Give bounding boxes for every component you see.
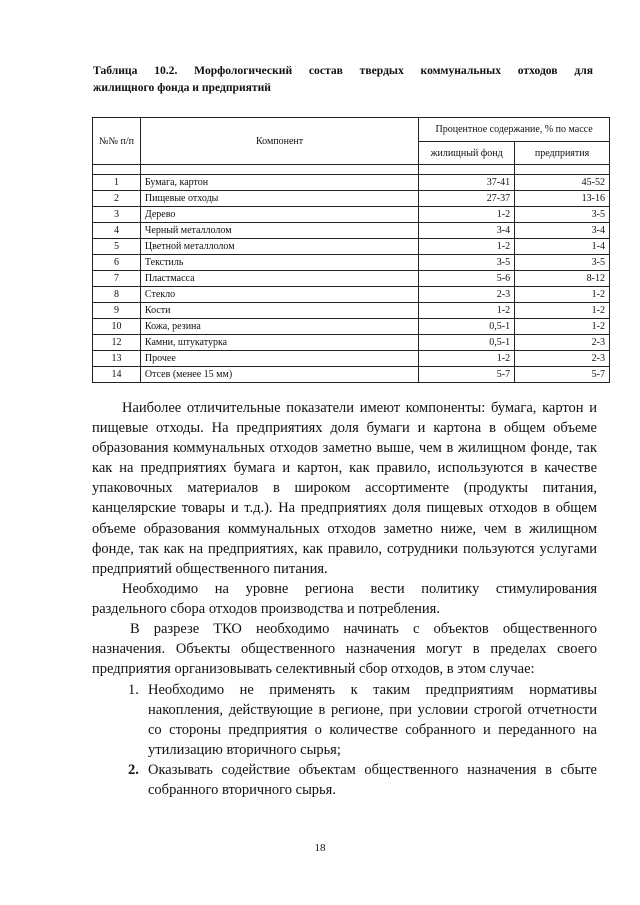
row-housing: 2-3 <box>419 287 515 303</box>
table-row <box>93 303 610 319</box>
row-component: Отсев (менее 15 мм) <box>140 367 418 383</box>
row-component: Кожа, резина <box>140 319 418 335</box>
row-enterprises: 2-3 <box>515 351 610 367</box>
row-component: Бумага, картон <box>140 175 418 191</box>
list-item <box>92 760 597 800</box>
list-item-text: Оказывать содействие объектам общественного назначения в сбыте собранного вторичного сырья. <box>148 762 597 799</box>
row-component: Стекло <box>140 287 418 303</box>
page-number: 18 <box>314 842 326 854</box>
row-enterprises: 5-7 <box>515 367 610 383</box>
row-housing: 1-2 <box>419 239 515 255</box>
table-row <box>93 271 610 287</box>
table-row <box>93 255 610 271</box>
row-housing: 3-5 <box>419 255 515 271</box>
row-number: 7 <box>93 271 141 287</box>
row-housing: 3-4 <box>419 223 515 239</box>
paragraph-1: Наиболее отличительные показатели имеют компоненты: бумага, картон и пищевые отходы. На предприятиях доля бумаги и картона в общем объеме образования коммунальных отходов заметно выше, чем в жилищном фонде, так как на предприятиях бумага и картон, как правило, используются в качестве упаковочных материалов в широком ассортименте (продукты питания, канцелярские товары и т.д.). На предприятиях доля пищевых отходов в общем объеме образования коммунальных отходов заметно ниже, чем в жилищном фонде, так как на предприятиях, как правило, сотрудники пользуются услугами предприятий общественного питания. <box>92 400 597 577</box>
row-component: Пищевые отходы <box>140 191 418 207</box>
row-housing: 5-6 <box>419 271 515 287</box>
row-number: 8 <box>93 287 141 303</box>
row-housing: 0,5-1 <box>419 335 515 351</box>
row-housing: 1-2 <box>419 351 515 367</box>
table-row <box>93 351 610 367</box>
header-percentage: Процентное содержание, % по массе <box>419 118 610 142</box>
row-component: Текстиль <box>140 255 418 271</box>
body-text <box>92 398 597 679</box>
spacer-row <box>93 165 610 175</box>
row-housing: 0,5-1 <box>419 319 515 335</box>
row-enterprises: 3-5 <box>515 207 610 223</box>
header-housing: жилищный фонд <box>419 142 515 165</box>
row-enterprises: 1-2 <box>515 287 610 303</box>
row-enterprises: 45-52 <box>515 175 610 191</box>
table-row <box>93 207 610 223</box>
paragraph-3: В разрезе ТКО необходимо начинать с объектов общественного назначения. Объекты общественного назначения могут в пределах своего предприятия организовывать селективный сбор отходов, в этом случае: <box>92 621 597 678</box>
table-row <box>93 191 610 207</box>
row-component: Камни, штукатурка <box>140 335 418 351</box>
header-enterprises: предприятия <box>515 142 610 165</box>
row-housing: 37-41 <box>419 175 515 191</box>
row-enterprises: 13-16 <box>515 191 610 207</box>
row-component: Кости <box>140 303 418 319</box>
row-number: 1 <box>93 175 141 191</box>
row-enterprises: 1-4 <box>515 239 610 255</box>
row-enterprises: 1-2 <box>515 303 610 319</box>
row-housing: 5-7 <box>419 367 515 383</box>
row-component: Прочее <box>140 351 418 367</box>
row-number: 6 <box>93 255 141 271</box>
recommendations-list <box>92 680 597 801</box>
table-row <box>93 239 610 255</box>
row-enterprises: 8-12 <box>515 271 610 287</box>
row-number: 14 <box>93 367 141 383</box>
table-row <box>93 335 610 351</box>
paragraph-2: Необходимо на уровне региона вести политику стимулирования раздельного сбора отходов производства и потребления. <box>92 580 597 617</box>
row-housing: 1-2 <box>419 303 515 319</box>
table-row <box>93 175 610 191</box>
caption-line-1: Таблица 10.2. Морфологический состав твердых коммунальных отходов для <box>93 64 593 77</box>
row-enterprises: 3-4 <box>515 223 610 239</box>
row-component: Цветной металлолом <box>140 239 418 255</box>
row-housing: 27-37 <box>419 191 515 207</box>
row-enterprises: 2-3 <box>515 335 610 351</box>
row-housing: 1-2 <box>419 207 515 223</box>
row-component: Пластмасса <box>140 271 418 287</box>
table-row <box>93 367 610 383</box>
table-caption <box>93 62 593 96</box>
row-number: 9 <box>93 303 141 319</box>
row-number: 13 <box>93 351 141 367</box>
row-component: Дерево <box>140 207 418 223</box>
list-item-number: 2. <box>128 762 139 779</box>
row-number: 3 <box>93 207 141 223</box>
row-enterprises: 1-2 <box>515 319 610 335</box>
row-number: 5 <box>93 239 141 255</box>
table-row <box>93 319 610 335</box>
row-number: 10 <box>93 319 141 335</box>
row-number: 12 <box>93 335 141 351</box>
header-number: №№ п/п <box>93 118 141 165</box>
row-number: 4 <box>93 223 141 239</box>
table-row <box>93 287 610 303</box>
table-row <box>93 223 610 239</box>
list-item-text: Необходимо не применять к таким предприятиям нормативы накопления, действующие в регионе, при условии строгой отчетности со стороны предприятия о количестве собранного и переданного на утилизацию вторичного сырья; <box>148 682 597 759</box>
caption-line-2: жилищного фонда и предприятий <box>93 81 271 94</box>
list-item <box>92 680 597 760</box>
waste-composition-table <box>92 117 610 383</box>
row-component: Черный металлолом <box>140 223 418 239</box>
row-number: 2 <box>93 191 141 207</box>
row-enterprises: 3-5 <box>515 255 610 271</box>
header-component: Компонент <box>140 118 418 165</box>
list-item-number: 1. <box>128 682 139 698</box>
